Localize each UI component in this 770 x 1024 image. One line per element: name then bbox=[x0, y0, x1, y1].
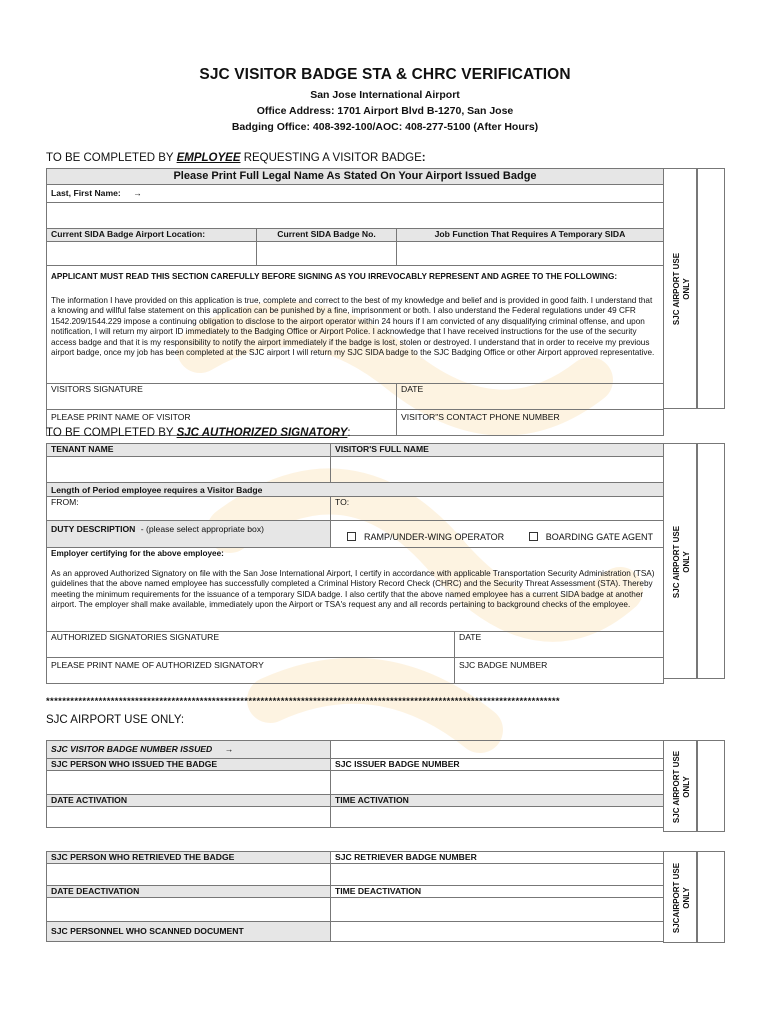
airport-use-box-2a bbox=[663, 443, 697, 679]
sjc-badge-number-field[interactable] bbox=[455, 658, 664, 684]
time-activation-header: TIME ACTIVATION bbox=[331, 795, 664, 807]
applicant-statement: The information I have provided on this application is true, complete and correct to the best of my knowledge and belief and is provided in good faith. I understand that a knowing and willful false statement on this application can be punished by a fine, imprisonment or both. I also understand the Federal regulations under 49 CFR 1542.209/1544.229 impose a continuing obligation to disclose to the airport operator within 24 hours if I am convicted of any disqualifying criminal offense, and upon notification, I will return my airport ID immediately to the Badging Office or Airport Police. I acknowledge that I have received instructions for the use of the security access badge and that it is my responsibility to notify the airport immediately if the badge is lost, stolen or destroyed. I understand that in order to receive my previous airport badge, once my job has been completed at the SJC airport I will return my SJC SIDA badge to the SJC Badging Office or other Airport approved representative. bbox=[51, 295, 655, 358]
airport-use-box-4a bbox=[663, 851, 697, 943]
airport-use-label-2 bbox=[672, 492, 692, 632]
airport-use-label-1-line2: ONLY bbox=[682, 278, 691, 300]
time-deactivation-input[interactable] bbox=[331, 898, 664, 922]
airport-use-label-1 bbox=[672, 219, 692, 359]
airport-use-label-2-line1: SJC AIRPORT USE bbox=[672, 525, 681, 599]
visitor-phone-label: VISITOR"S CONTACT PHONE NUMBER bbox=[401, 412, 560, 422]
section1-heading-emph: EMPLOYEE bbox=[176, 152, 241, 164]
applicant-agreement bbox=[47, 266, 664, 384]
date-deactivation-header: DATE DEACTIVATION bbox=[47, 886, 331, 898]
applicant-warning: APPLICANT MUST READ THIS SECTION CAREFULLY BEFORE SIGNING AS YOU IRREVOCABLY REPRESENT AND AGREE TO THE FOLLOWING: bbox=[51, 272, 618, 281]
gate-option[interactable] bbox=[529, 532, 653, 542]
name-input-area[interactable] bbox=[47, 203, 664, 229]
section3-heading: SJC AIRPORT USE ONLY: bbox=[46, 714, 185, 726]
airport-use-deactivation-table bbox=[46, 851, 664, 942]
visitor-signature-field[interactable] bbox=[47, 384, 397, 410]
airport-use-box-3a bbox=[663, 740, 697, 832]
person-issued-header: SJC PERSON WHO ISSUED THE BADGE bbox=[47, 759, 331, 771]
issuer-badge-header: SJC ISSUER BADGE NUMBER bbox=[331, 759, 664, 771]
airport-use-box-4b[interactable] bbox=[697, 851, 725, 943]
visitor-date-field[interactable] bbox=[397, 384, 664, 410]
retriever-badge-input[interactable] bbox=[331, 864, 664, 886]
period-to-label: TO: bbox=[335, 497, 350, 507]
period-to-field[interactable] bbox=[331, 497, 664, 521]
badge-issued-arrow-icon: → bbox=[224, 744, 234, 754]
job-function-header: Job Function That Requires A Temporary SIDA bbox=[397, 229, 664, 242]
section1-heading-colon: : bbox=[421, 152, 426, 164]
sida-location-input[interactable] bbox=[47, 242, 257, 266]
signatory-date-label: DATE bbox=[459, 632, 482, 642]
employer-certification bbox=[47, 548, 664, 632]
airport-name: San Jose International Airport bbox=[310, 89, 460, 101]
airport-use-label-4-line2: ONLY bbox=[682, 887, 691, 909]
visitor-phone-field[interactable] bbox=[397, 410, 664, 436]
length-period-header: Length of Period employee requires a Visitor Badge bbox=[47, 483, 664, 497]
job-function-input[interactable] bbox=[397, 242, 664, 266]
sida-badge-no-input[interactable] bbox=[257, 242, 397, 266]
tenant-name-header: TENANT NAME bbox=[47, 444, 331, 457]
ramp-checkbox[interactable] bbox=[347, 532, 356, 541]
employer-cert-title: Employer certifying for the above employee: bbox=[51, 549, 224, 558]
airport-use-label-2-line2: ONLY bbox=[682, 551, 691, 573]
signatory-signature-field[interactable] bbox=[47, 632, 455, 658]
badge-issued-input[interactable] bbox=[331, 741, 664, 759]
issuer-badge-input[interactable] bbox=[331, 771, 664, 795]
visitor-full-name-input[interactable] bbox=[331, 457, 664, 483]
sida-badge-no-header: Current SIDA Badge No. bbox=[257, 229, 397, 242]
section1-heading-pre: TO BE COMPLETED BY bbox=[46, 152, 177, 164]
visitor-date-label: DATE bbox=[401, 384, 424, 394]
airport-use-label-4 bbox=[672, 828, 692, 968]
duty-description-cell bbox=[47, 521, 331, 548]
personnel-scanned-input[interactable] bbox=[331, 922, 664, 942]
period-from-label: FROM: bbox=[51, 497, 79, 507]
date-deactivation-input[interactable] bbox=[47, 898, 331, 922]
airport-use-label-4-line1: SJCAIRPORT USE bbox=[672, 862, 681, 934]
airport-use-box-1a bbox=[663, 168, 697, 409]
duty-description-label: DUTY DESCRIPTION bbox=[51, 524, 136, 534]
badge-issued-header bbox=[47, 741, 331, 759]
ramp-option-label: RAMP/UNDER-WING OPERATOR bbox=[364, 532, 505, 542]
signatory-print-name-label: PLEASE PRINT NAME OF AUTHORIZED SIGNATORY bbox=[51, 660, 264, 670]
badging-office-phone: Badging Office: 408-392-100/AOC: 408-277-5100 (After Hours) bbox=[231, 121, 539, 133]
sjc-badge-number-label: SJC BADGE NUMBER bbox=[459, 660, 548, 670]
name-field[interactable] bbox=[47, 185, 664, 203]
airport-use-box-2b[interactable] bbox=[697, 443, 725, 679]
section2-heading-pre: TO BE COMPLETED BY bbox=[46, 427, 177, 439]
section2-heading-emph: SJC AUTHORIZED SIGNATORY bbox=[176, 427, 348, 439]
visitor-signature-label: VISITORS SIGNATURE bbox=[51, 384, 143, 394]
name-arrow-icon: → bbox=[133, 188, 142, 198]
section1-heading bbox=[46, 152, 426, 164]
airport-use-label-3-line2: ONLY bbox=[682, 776, 691, 798]
office-address: Office Address: 1701 Airport Blvd B-1270, San Jose bbox=[256, 105, 514, 117]
period-from-field[interactable] bbox=[47, 497, 331, 521]
airport-use-label-3-line1: SJC AIRPORT USE bbox=[672, 750, 681, 824]
gate-option-label: BOARDING GATE AGENT bbox=[545, 532, 654, 542]
person-issued-input[interactable] bbox=[47, 771, 331, 795]
employee-section-table bbox=[46, 168, 664, 436]
divider-stars: ******************************************************************************************************************************* bbox=[46, 696, 560, 707]
date-activation-input[interactable] bbox=[47, 807, 331, 828]
tenant-name-input[interactable] bbox=[47, 457, 331, 483]
gate-checkbox[interactable] bbox=[529, 532, 538, 541]
person-retrieved-input[interactable] bbox=[47, 864, 331, 886]
visitor-full-name-header: VISITOR'S FULL NAME bbox=[331, 444, 664, 457]
airport-use-box-1b[interactable] bbox=[697, 168, 725, 409]
signatory-signature-label: AUTHORIZED SIGNATORIES SIGNATURE bbox=[51, 632, 220, 642]
retriever-badge-header: SJC RETRIEVER BADGE NUMBER bbox=[331, 852, 664, 864]
ramp-option[interactable] bbox=[347, 532, 504, 542]
duty-options-cell bbox=[331, 521, 664, 548]
signatory-section-table bbox=[46, 443, 664, 684]
legal-name-banner: Please Print Full Legal Name As Stated On Your Airport Issued Badge bbox=[47, 169, 664, 185]
section2-heading bbox=[46, 427, 351, 439]
duty-description-hint: - (please select appropriate box) bbox=[140, 524, 264, 534]
airport-use-label-1-line1: SJC AIRPORT USE bbox=[672, 252, 681, 326]
section1-heading-post: REQUESTING A VISITOR BADGE bbox=[240, 152, 422, 164]
visitor-print-name-label: PLEASE PRINT NAME OF VISITOR bbox=[51, 412, 191, 422]
airport-use-activation-table bbox=[46, 740, 664, 828]
person-retrieved-header: SJC PERSON WHO RETRIEVED THE BADGE bbox=[47, 852, 331, 864]
section2-heading-post: : bbox=[347, 427, 351, 439]
airport-use-box-3b[interactable] bbox=[697, 740, 725, 832]
personnel-scanned-header: SJC PERSONNEL WHO SCANNED DOCUMENT bbox=[47, 922, 331, 942]
time-activation-input[interactable] bbox=[331, 807, 664, 828]
form-title: SJC VISITOR BADGE STA & CHRC VERIFICATION bbox=[199, 66, 571, 83]
signatory-print-name-field[interactable] bbox=[47, 658, 455, 684]
sida-location-header: Current SIDA Badge Airport Location: bbox=[47, 229, 257, 242]
name-label: Last, First Name: bbox=[51, 188, 121, 198]
employer-cert-statement: As an approved Authorized Signatory on file with the San Jose International Airport, I certify in accordance with applicable Transportation Security Administration (TSA) guidelines that the above named employee has successfully completed a Criminal History Record Check (CHRC) and the Security Threat Assessment (STA). Thereby meeting the minimum requirements for the issuance of a temporary SIDA badge. I also certify that the above named employee has a current SIDA badge at another airport. The employer shall make available, immediately upon the Airport or TSA's request any and all records pertaining to background checks of the employee. bbox=[51, 568, 655, 610]
date-activation-header: DATE ACTIVATION bbox=[47, 795, 331, 807]
badge-issued-label: SJC VISITOR BADGE NUMBER ISSUED bbox=[51, 744, 213, 754]
time-deactivation-header: TIME DEACTIVATION bbox=[331, 886, 664, 898]
signatory-date-field[interactable] bbox=[455, 632, 664, 658]
